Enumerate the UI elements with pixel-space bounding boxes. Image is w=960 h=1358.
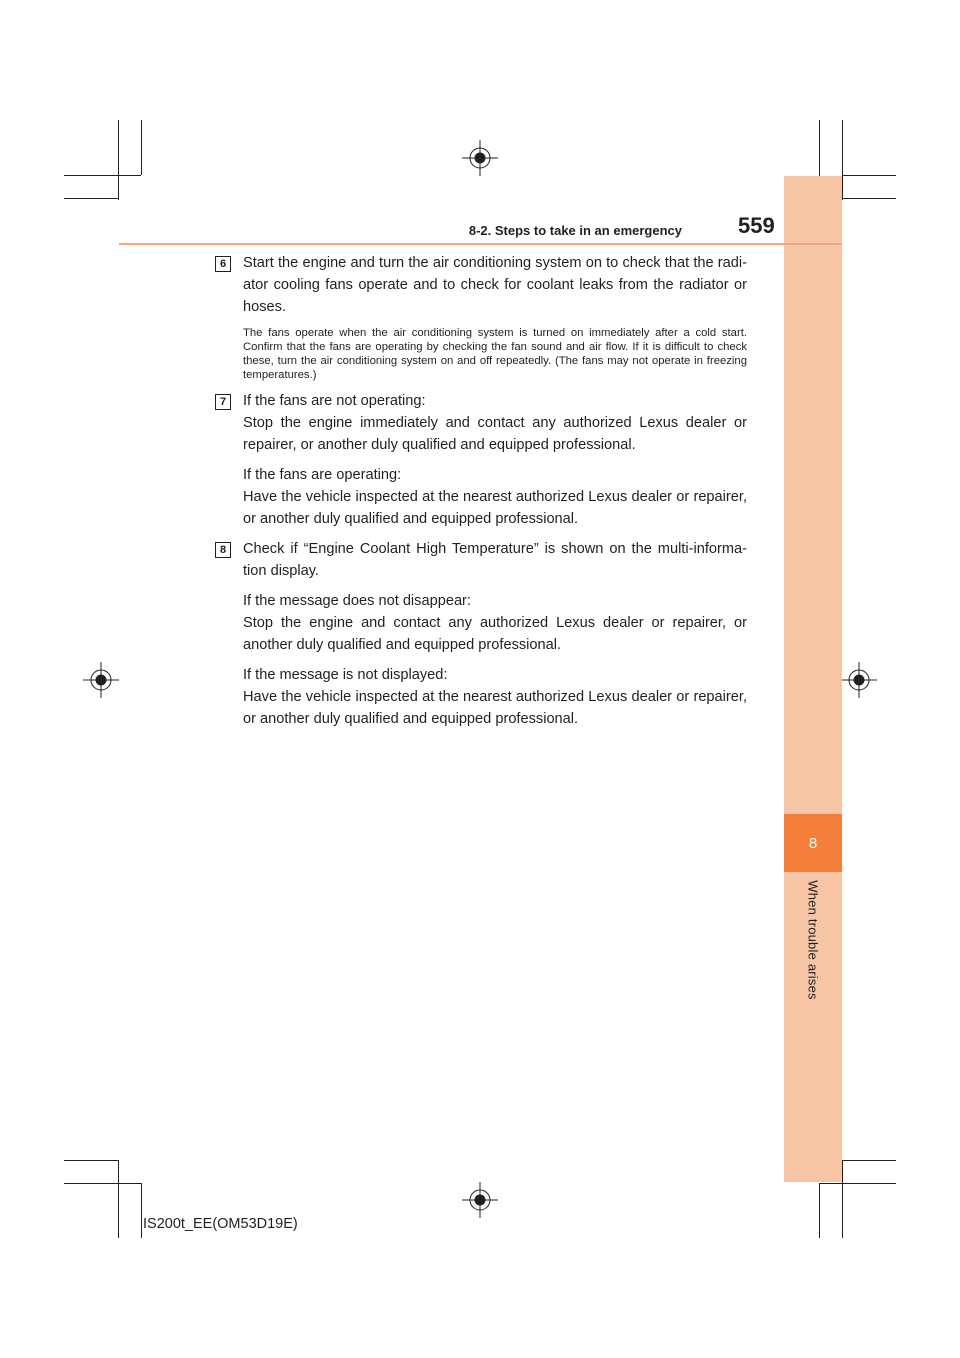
document-code: IS200t_EE(OM53D19E) xyxy=(143,1216,298,1232)
step-condition: If the fans are operating: xyxy=(243,467,402,483)
page-number: 559 xyxy=(738,213,775,238)
side-band xyxy=(784,176,842,1182)
section-title: 8-2. Steps to take in an emergency xyxy=(468,223,682,238)
registration-mark-icon xyxy=(841,662,877,698)
step-8 xyxy=(215,538,747,730)
step-action: Have the vehicle inspected at the nearest authorized Lexus dealer or repairer, or another duly qualified and equipped professional. xyxy=(243,489,747,527)
chapter-tab xyxy=(784,814,842,872)
step-text: Start the engine and turn the air conditioning system on to check that the radi-ator cooling fans operate and to check for coolant leaks from the radiator or hoses. xyxy=(243,255,747,315)
step-number-badge: 6 xyxy=(215,256,231,272)
registration-mark-icon xyxy=(462,140,498,176)
step-action: Stop the engine and contact any authorized Lexus dealer or repairer, or another duly qualified and equipped professional. xyxy=(243,615,747,653)
step-6 xyxy=(215,252,747,382)
step-condition: If the fans are not operating: xyxy=(243,393,426,409)
step-number-badge: 7 xyxy=(215,394,231,410)
step-7 xyxy=(215,390,747,530)
chapter-label: When trouble arises xyxy=(805,880,821,1000)
page-content xyxy=(215,252,747,738)
step-condition: If the message is not displayed: xyxy=(243,667,448,683)
registration-mark-icon xyxy=(83,662,119,698)
step-text: Check if “Engine Coolant High Temperature” is shown on the multi-informa-tion display. xyxy=(243,541,747,579)
step-number-badge: 8 xyxy=(215,542,231,558)
step-condition: If the message does not disappear: xyxy=(243,593,471,609)
header-rule xyxy=(119,243,842,245)
step-action: Stop the engine immediately and contact any authorized Lexus dealer or repairer, or another duly qualified and equipped professional. xyxy=(243,415,747,453)
step-action: Have the vehicle inspected at the nearest authorized Lexus dealer or repairer, or another duly qualified and equipped professional. xyxy=(243,689,747,727)
registration-mark-icon xyxy=(462,1182,498,1218)
chapter-number: 8 xyxy=(808,834,818,852)
step-note: The fans operate when the air conditioning system is turned on immediately after a cold start. Confirm that the fans are operating by checking the fan sound and air flow. If it is difficult to check these, turn the air conditioning system on and off repeatedly. (The fans may not operate in freezing temperatures.) xyxy=(243,327,747,381)
